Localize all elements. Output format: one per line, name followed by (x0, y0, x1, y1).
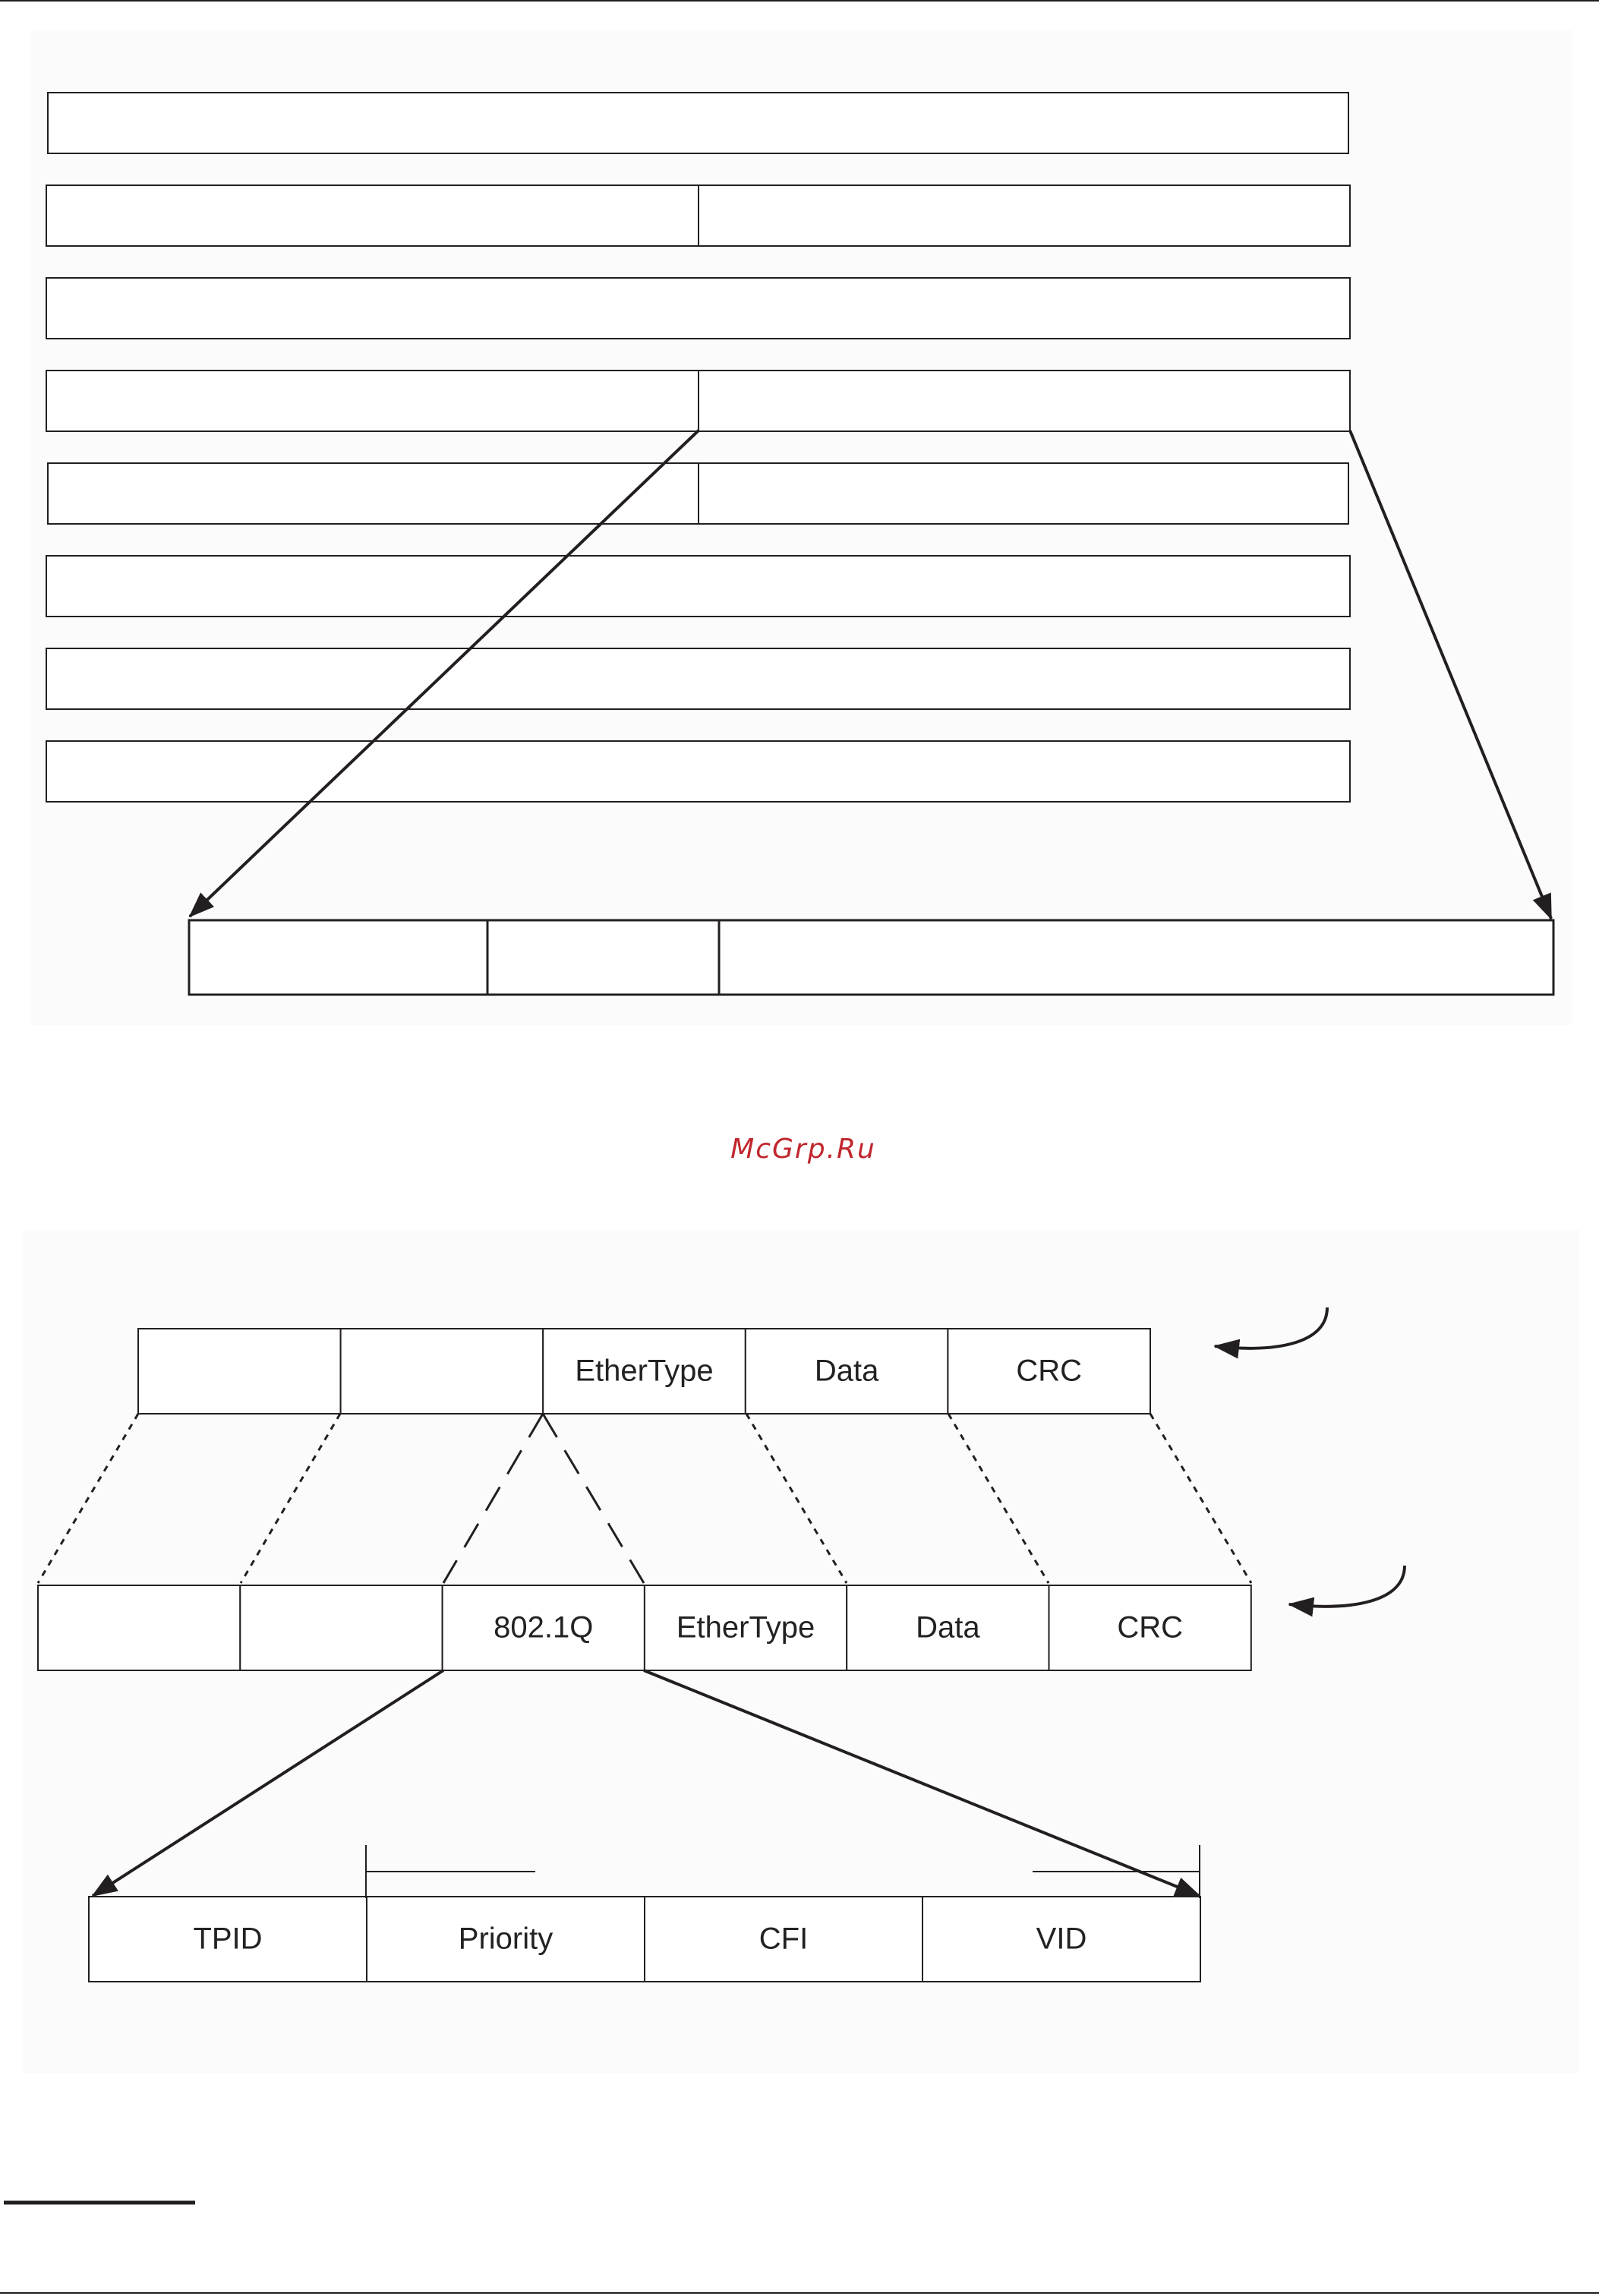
cell-label: EtherType (676, 1610, 815, 1645)
cell-label: TPID (193, 1922, 263, 1956)
detail-cell (487, 920, 719, 995)
field-row-left (48, 463, 699, 524)
cell-label: CRC (1016, 1354, 1083, 1388)
field-row (48, 93, 1348, 153)
cell-label: CRC (1117, 1610, 1183, 1645)
original-frame (138, 1329, 1150, 1414)
frame-cell (341, 1329, 544, 1414)
tagged-frame (38, 1585, 1251, 1670)
field-row-right (699, 463, 1348, 524)
watermark: McGrp.Ru (730, 1134, 876, 1165)
frame-cell (240, 1585, 442, 1670)
upper-panel (30, 30, 1572, 1025)
field-row-right (699, 371, 1350, 431)
field-row (46, 648, 1350, 709)
cell-label: EtherType (575, 1354, 714, 1388)
field-row-left (46, 185, 699, 246)
field-row (46, 741, 1350, 802)
cell-label: Priority (458, 1922, 554, 1956)
frame-cell (138, 1329, 341, 1414)
cell-label: VID (1036, 1922, 1087, 1956)
field-row-left (46, 371, 699, 431)
upper-detail-box (189, 920, 1553, 995)
field-row-right (699, 185, 1350, 246)
cell-label: 802.1Q (494, 1610, 594, 1645)
field-row (46, 278, 1350, 339)
cell-label: Data (916, 1610, 980, 1645)
cell-label: Data (814, 1354, 879, 1388)
cell-label: CFI (758, 1922, 809, 1956)
frame-cell (38, 1585, 240, 1670)
detail-cell (189, 920, 487, 995)
field-row (46, 556, 1350, 617)
detail-cell (719, 920, 1553, 995)
tag-fields-frame (89, 1897, 1200, 1982)
